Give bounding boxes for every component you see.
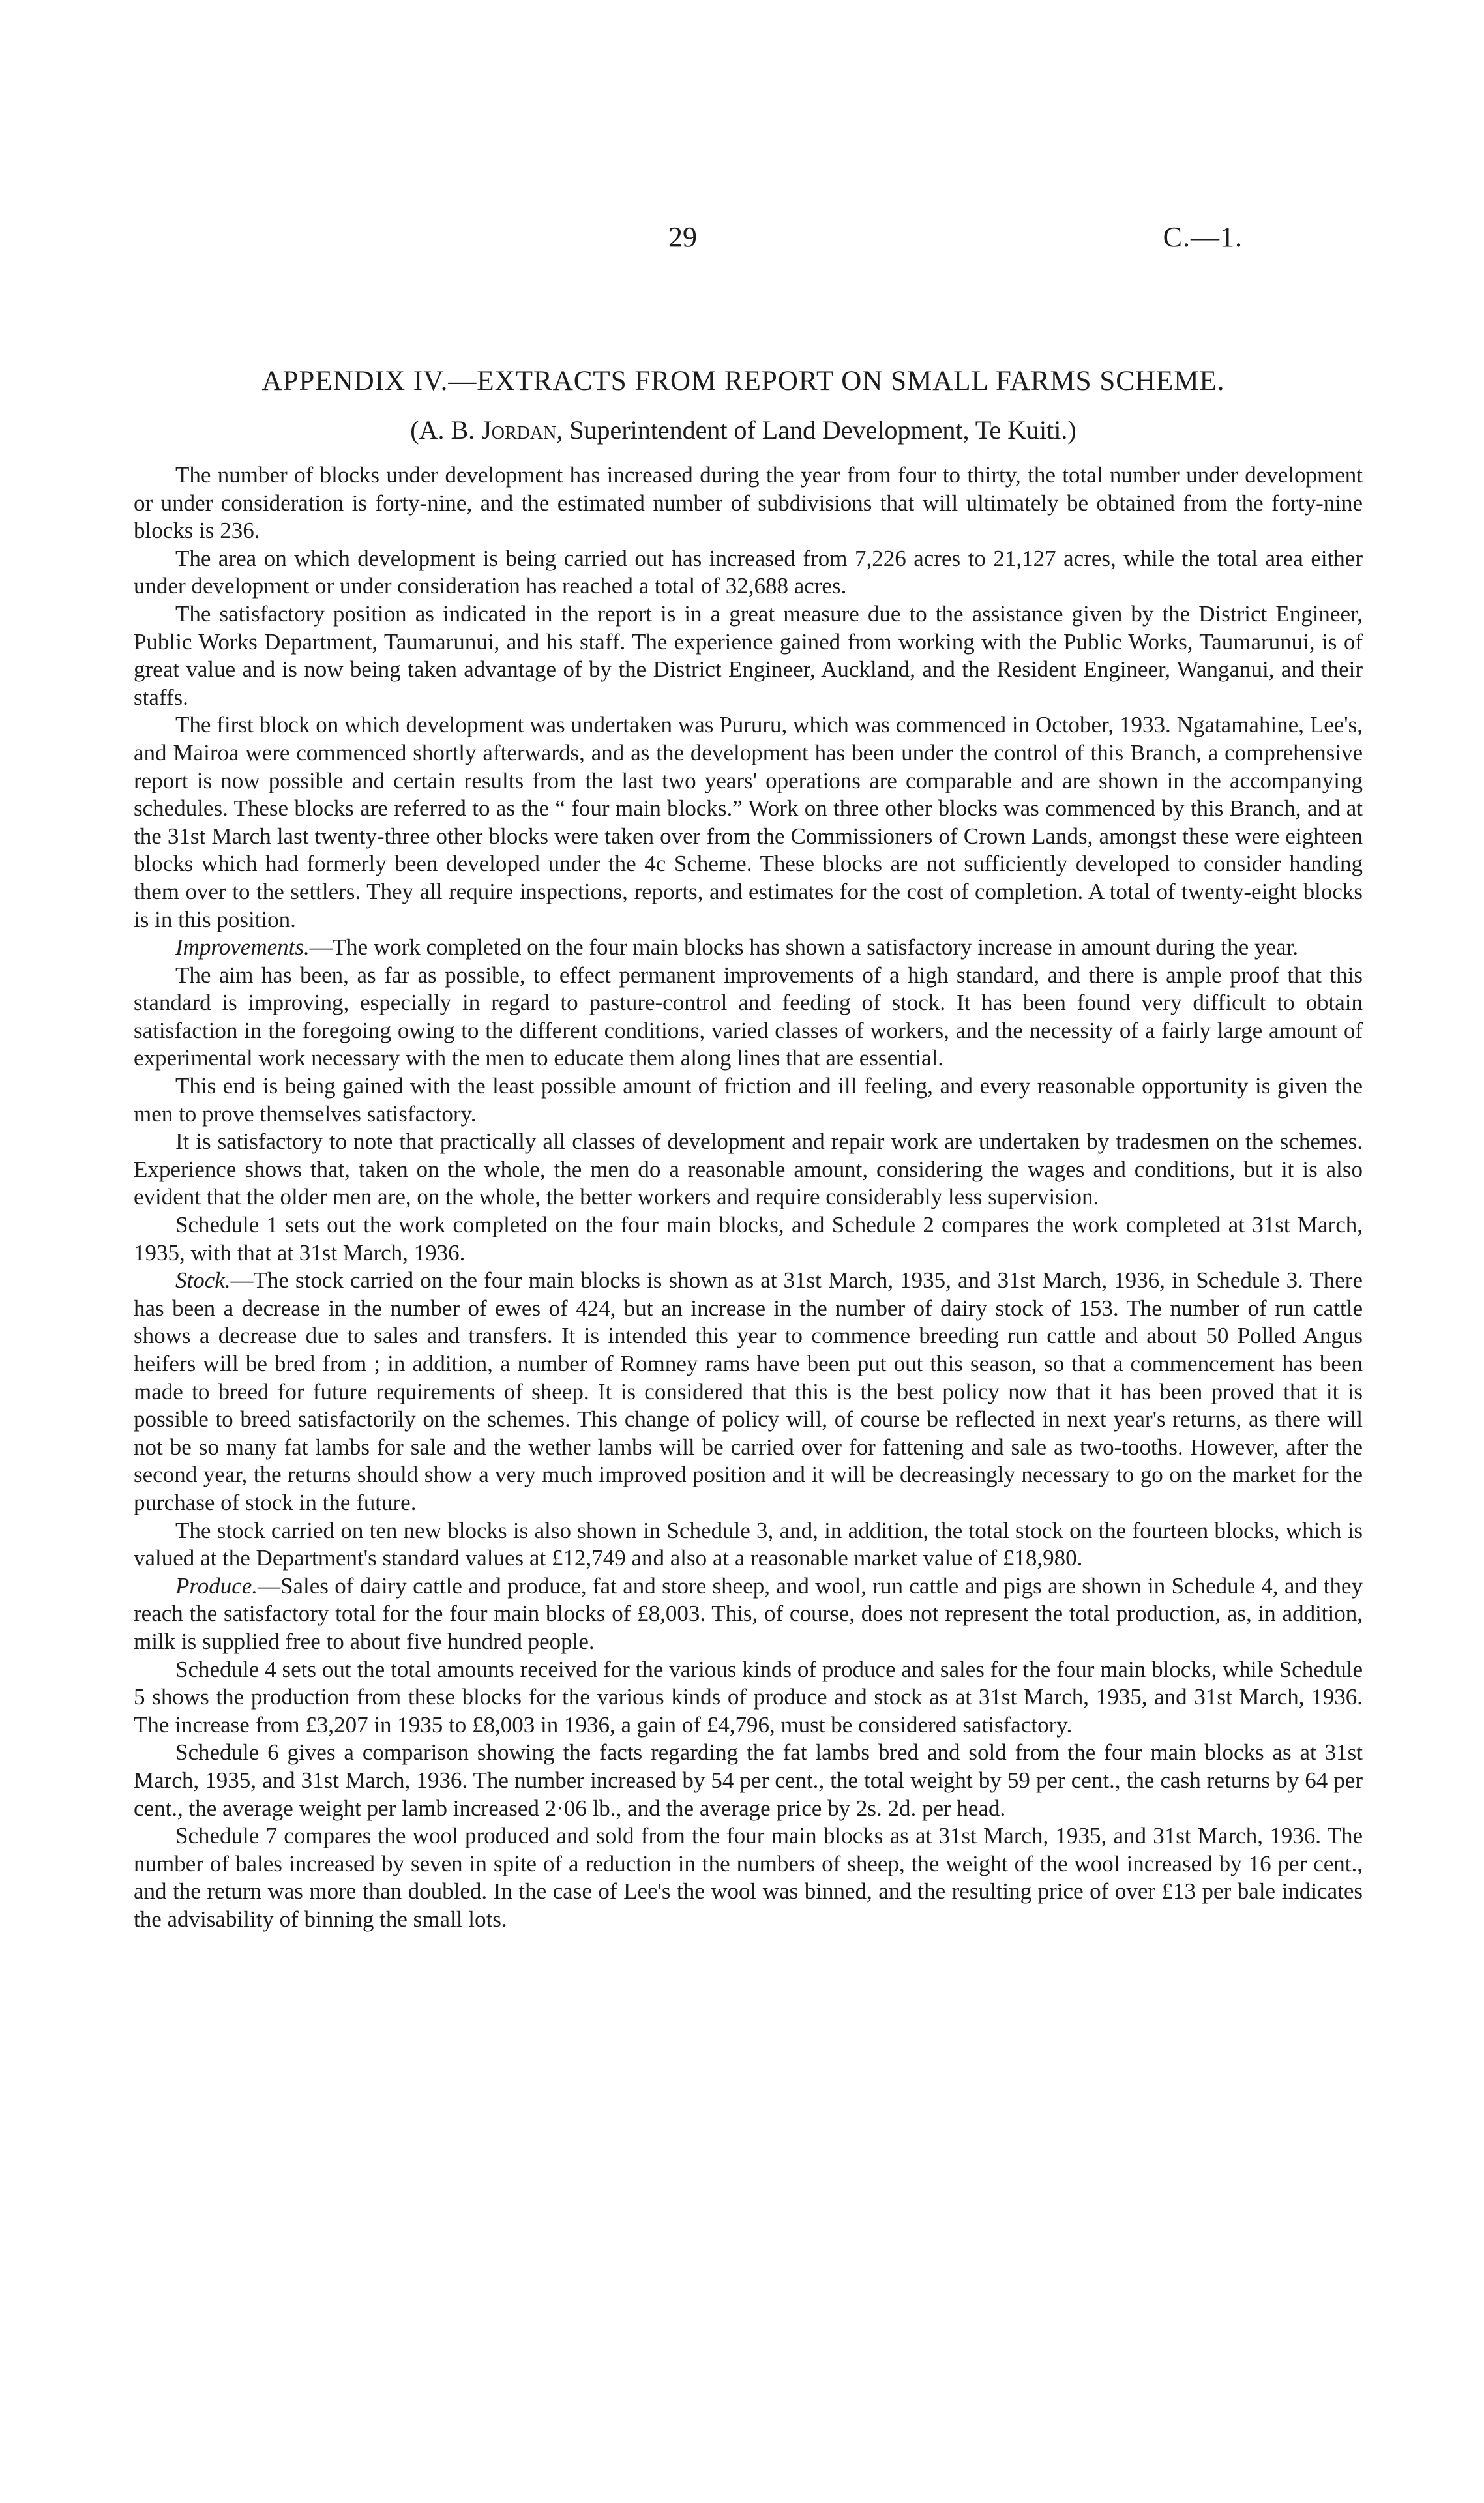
- page-number: 29: [668, 221, 697, 253]
- paragraph: Schedule 7 compares the wool produced and sold from the four main blocks as at 31st March, 1935, and 31st March, 1936. The number of bales increased by seven in spite of a reduction in the numbers of sheep, the weight of the wool increased by 16 per cent., and the return was more than doubled. In the case of Lee's the wool was binned, and the resulting price of over £13 per bale indicates the advisability of binning the small lots.: [134, 1823, 1363, 1932]
- improvements-heading: Improvements.: [175, 934, 310, 960]
- paragraph: Schedule 6 gives a comparison showing the facts regarding the fat lambs bred and sold from the four main blocks as at 31st March, 1935, and 31st March, 1936. The number increased by 54 per cent., the total weight by 59 per cent., the cash returns by 64 per cent., the average weight per lamb increased 2·06 lb., and the average price by 2s. 2d. per head.: [134, 1740, 1363, 1821]
- stock-paragraph: [134, 1267, 1363, 1517]
- paragraph: This end is being gained with the least possible amount of friction and ill feeling, and every reasonable opportunity is given the men to prove themselves satisfactory.: [134, 1073, 1363, 1127]
- produce-text: —Sales of dairy cattle and produce, fat and store sheep, and wool, run cattle and pigs are shown in Schedule 4, and they reach the satisfactory total for the four main blocks of £8,003. This, of course, does not represent the total production, as, in addition, milk is supplied free to about five hundred people.: [134, 1573, 1363, 1654]
- author-byline: [130, 415, 1356, 445]
- page-header: [0, 220, 1484, 259]
- paragraph: The area on which development is being carried out has increased from 7,226 acres to 21,127 acres, while the total area either under development or under consideration has reached a total of 32,688 acres.: [134, 545, 1363, 599]
- author-name: Jordan: [481, 415, 557, 445]
- report-body: [134, 462, 1363, 1933]
- stock-text: —The stock carried on the four main blocks is shown as at 31st March, 1935, and 31st March, 1936, in Schedule 3. There has been a decrease in the number of ewes of 424, but an increase in the number of dairy stock of 153. The number of run cattle shows a decrease due to sales and transfers. It is intended this year to commence breeding run cattle and about 50 Polled Angus heifers will be bred from ; in addition, a number of Romney rams have been put out this season, so that a commencement has been made to breed for future requirements of sheep. It is considered that this is the best policy now that it has been proved that it is possible to breed satisfactorily on the schemes. This change of policy will, of course be reflected in next year's returns, as there will not be so many fat lambs for sale and the wether lambs will be carried over for fattening and sale as two-tooths. However, after the second year, the returns should show a very much improved position and it will be decreasingly necessary to go on the market for the purchase of stock in the future.: [134, 1267, 1363, 1515]
- paragraph: Schedule 1 sets out the work completed on the four main blocks, and Schedule 2 compares the work completed at 31st March, 1935, with that at 31st March, 1936.: [134, 1212, 1363, 1266]
- paragraph: The satisfactory position as indicated in the report is in a great measure due to the assistance given by the District Engineer, Public Works Department, Taumarunui, and his staff. The experience gained from working with the Public Works, Taumarunui, is of great value and is now being taken advantage of by the District Engineer, Auckland, and the Resident Engineer, Wanganui, and their staffs.: [134, 600, 1363, 710]
- stock-heading: Stock.: [175, 1267, 231, 1294]
- paragraph: Schedule 4 sets out the total amounts received for the various kinds of produce and sales for the four main blocks, while Schedule 5 shows the production from these blocks for the various kinds of produce and stock as at 31st March, 1935, and 31st March, 1936. The increase from £3,207 in 1935 to £8,003 in 1936, a gain of £4,796, must be considered satisfactory.: [134, 1656, 1363, 1738]
- produce-heading: Produce.: [175, 1573, 258, 1599]
- paragraph: The stock carried on ten new blocks is also shown in Schedule 3, and, in addition, the total stock on the fourteen blocks, which is valued at the Department's standard values at £12,749 and also at a reasonable market value of £18,980.: [134, 1517, 1363, 1571]
- appendix-title: APPENDIX IV.—EXTRACTS FROM REPORT ON SMALL FARMS SCHEME.: [261, 366, 1225, 396]
- document-reference: C.—1.: [1163, 221, 1243, 253]
- paragraph: It is satisfactory to note that practically all classes of development and repair work are undertaken by tradesmen on the schemes. Experience shows that, taken on the whole, the men do a reasonable amount, considering the wages and conditions, but it is also evident that the older men are, on the whole, the better workers and require considerably less supervision.: [134, 1129, 1363, 1210]
- byline-rest: , Superintendent of Land Development, Te Kuiti.): [556, 415, 1076, 445]
- paragraph: The first block on which development was undertaken was Pururu, which was commenced in October, 1933. Ngatamahine, Lee's, and Mairoa were commenced shortly afterwards, and as the development has been under the control of this Branch, a comprehensive report is now possible and certain results from the last two years' operations are comparable and are shown in the accompanying schedules. These blocks are referred to as the “ four main blocks.” Work on three other blocks was commenced by this Branch, and at the 31st March last twenty-three other blocks were taken over from the Commissioners of Crown Lands, amongst these were eighteen blocks which had formerly been developed under the 4c Scheme. These blocks are not sufficiently developed to consider handing them over to the settlers. They all require inspections, reports, and estimates for the cost of completion. A total of twenty-eight blocks is in this position.: [134, 712, 1363, 932]
- improvements-paragraph: [134, 934, 1363, 962]
- byline-open: (A. B.: [410, 415, 482, 445]
- paragraph: The number of blocks under development has increased during the year from four to thirty, the total number under development or under consideration is forty-nine, and the estimated number of subdivisions that will ultimately be obtained from the forty-nine blocks is 236.: [134, 462, 1363, 544]
- improvements-text: —The work completed on the four main blocks has shown a satisfactory increase in amount during the year.: [309, 934, 1298, 960]
- produce-paragraph: [134, 1573, 1363, 1656]
- paragraph: The aim has been, as far as possible, to effect permanent improvements of a high standard, and there is ample proof that this standard is improving, especially in regard to pasture-control and feeding of stock. It has been found very difficult to obtain satisfaction in the foregoing owing to the different conditions, varied classes of workers, and the necessity of a fairly large amount of experimental work necessary with the men to educate them along lines that are essential.: [134, 962, 1363, 1071]
